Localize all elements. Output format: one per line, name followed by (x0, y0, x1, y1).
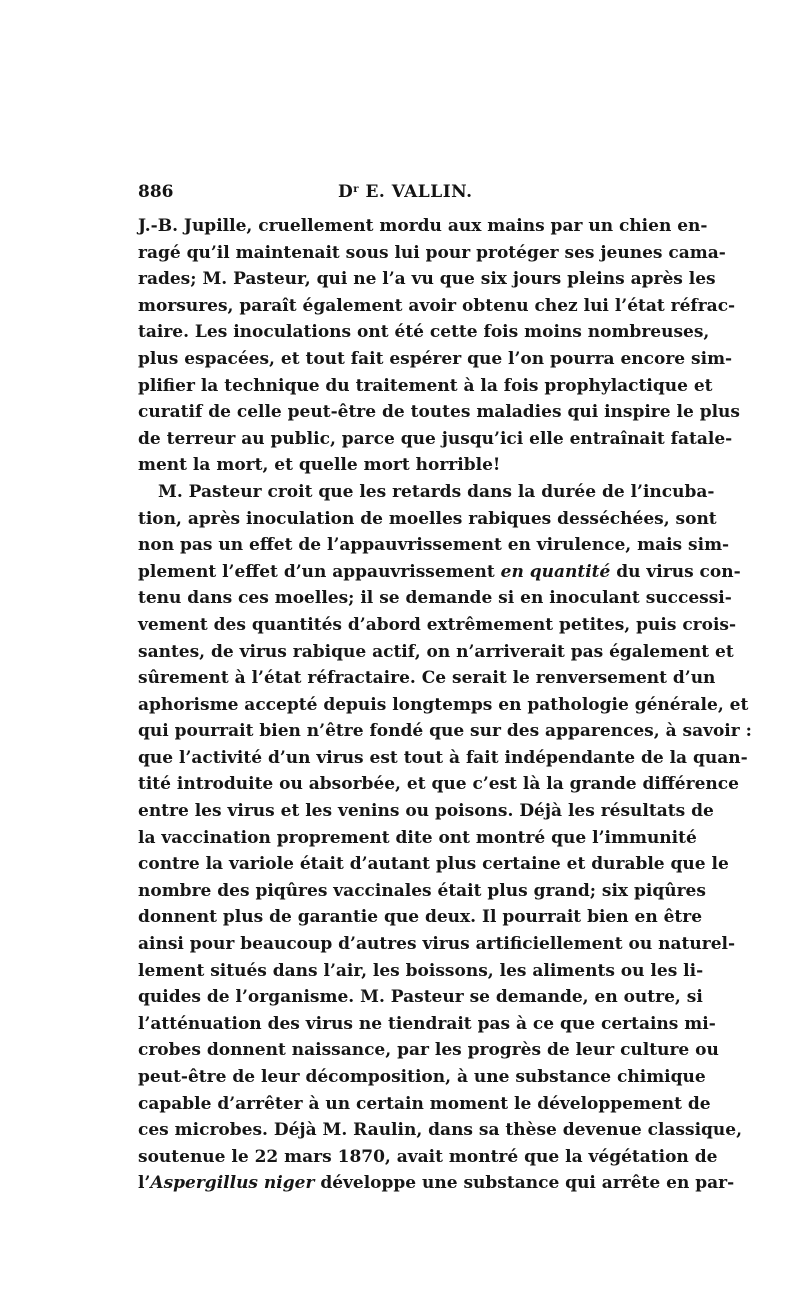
running-header (138, 182, 666, 206)
author-name: E. VALLIN. (359, 182, 473, 202)
text-line: ces microbes. Déjà M. Raulin, dans sa thèse devenue classique, (138, 1120, 743, 1141)
text-line-with-italic (138, 559, 741, 586)
text-line: capable d’arrêter à un certain moment le développement de (138, 1093, 711, 1114)
text-line: peut-être de leur décomposition, à une substance chimique (138, 1067, 706, 1087)
author-prefix: D (338, 182, 354, 202)
italic-fragment: Aspergillus niger (150, 1173, 315, 1194)
text-line: nombre des piqûres vaccinales était plus grand; six piqûres (138, 880, 706, 901)
text-line: vement des quantités d’abord extrêmement petites, puis crois- (138, 614, 737, 635)
text-line: quides de l’organisme. M. Pasteur se demande, en outre, si (138, 987, 703, 1008)
line-part: plement l’effet d’un appauvrissement (138, 561, 501, 582)
italic-fragment: en quantité (500, 561, 611, 582)
text-line: crobes donnent naissance, par les progrès de leur culture ou (138, 1040, 719, 1061)
running-head-author (338, 182, 473, 202)
text-line: tité introduite ou absorbée, et que c’est là la grande différence (138, 774, 739, 795)
text-line: contre la variole était d’autant plus certaine et durable que le (138, 854, 729, 875)
text-line: M. Pasteur croit que les retards dans la durée de l’incuba- (158, 481, 715, 502)
text-line: tenu dans ces moelles; il se demande si en inoculant successi- (138, 588, 732, 609)
text-line: santes, de virus rabique actif, on n’arriverait pas également et (138, 641, 734, 662)
text-line: soutenue le 22 mars 1870, avait montré que la végétation de (138, 1146, 718, 1167)
text-line: ment la mort, et quelle mort horrible! (138, 455, 501, 476)
text-line: l’atténuation des virus ne tiendrait pas à ce que certains mi- (138, 1013, 716, 1034)
text-line-with-italic (138, 1170, 735, 1197)
text-line: non pas un effet de l’appauvrissement en virulence, mais sim- (138, 535, 730, 556)
text-line: rades; M. Pasteur, qui ne l’a vu que six jours pleins après les (138, 269, 716, 290)
page-number: 886 (138, 182, 174, 202)
text-line: morsures, paraît également avoir obtenu chez lui l’état réfrac- (138, 295, 736, 316)
text-line: aphorisme accepté depuis longtemps en pathologie générale, et (138, 694, 749, 715)
text-line: J.-B. Jupille, cruellement mordu aux mains par un chien en- (138, 216, 708, 236)
text-line: que l’activité d’un virus est tout à fait indépendante de la quan- (138, 747, 748, 768)
body-text (138, 213, 752, 1197)
text-line: curatif de celle peut-être de toutes maladies qui inspire le plus (138, 402, 740, 423)
text-line: de terreur au public, parce que jusqu’ici elle entraînait fatale- (138, 428, 733, 449)
text-line: entre les virus et les venins ou poisons. Déjà les résultats de (138, 801, 714, 822)
text-line: taire. Les inoculations ont été cette fois moins nombreuses, (138, 322, 710, 343)
text-line: donnent plus de garantie que deux. Il pourrait bien en être (138, 907, 703, 928)
text-line: la vaccination proprement dite ont montré que l’immunité (138, 827, 697, 848)
text-line: plifier la technique du traitement à la fois prophylactique et (138, 375, 713, 396)
line-part: du virus con- (610, 561, 741, 582)
author-sup: r (353, 184, 360, 195)
text-line: qui pourrait bien n’être fondé que sur des apparences, à savoir : (138, 721, 752, 742)
text-line: plus espacées, et tout fait espérer que l’on pourra encore sim- (138, 348, 733, 369)
text-line: tion, après inoculation de moelles rabiques desséchées, sont (138, 508, 717, 529)
text-line: ragé qu’il maintenait sous lui pour protéger ses jeunes cama- (138, 242, 726, 263)
text-line: ainsi pour beaucoup d’autres virus artificiellement ou naturel- (138, 934, 736, 955)
text-line: sûrement à l’état réfractaire. Ce serait le renversement d’un (138, 668, 716, 689)
line-part: l’ (138, 1173, 151, 1194)
line-part: développe une substance qui arrête en par- (314, 1173, 735, 1194)
text-line: lement situés dans l’air, les boissons, les aliments ou les li- (138, 960, 704, 981)
